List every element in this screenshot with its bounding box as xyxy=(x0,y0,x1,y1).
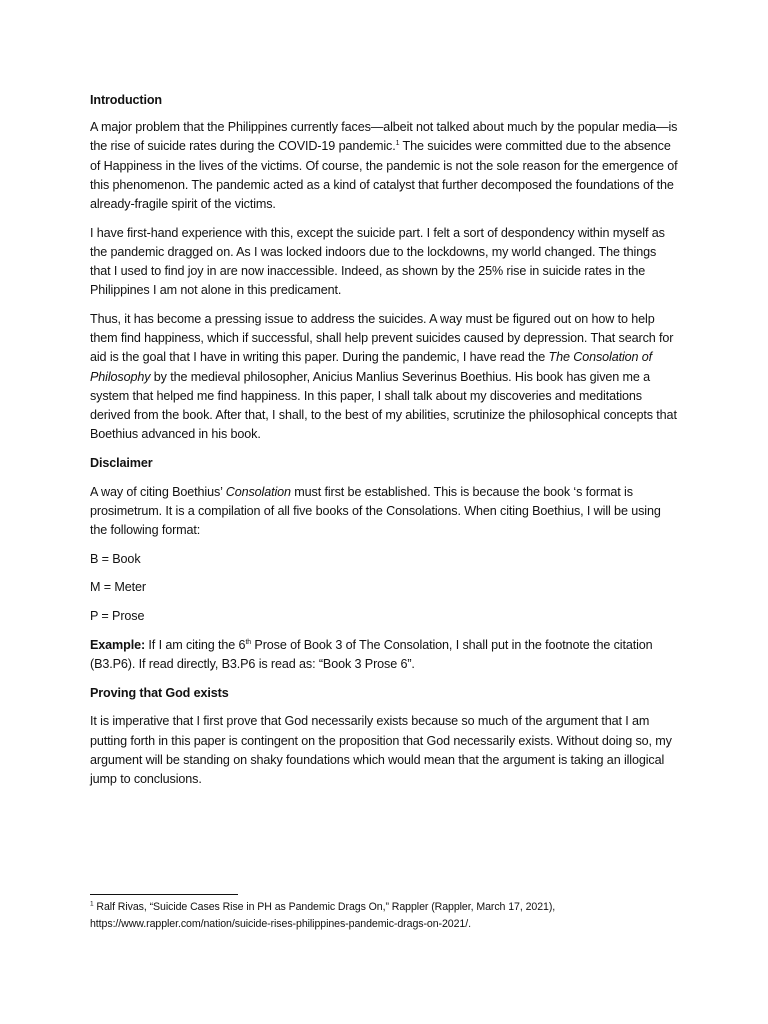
document-body xyxy=(90,91,680,799)
intro-p3-text-b: by the medieval philosopher, Anicius Manlius Severinus Boethius. His book has given me a system that helped me find happiness. In this paper, I shall talk about my discoveries and meditations derived from the book. After that, I shall, to the best of my abilities, scrutinize the philosophical concepts that Boethius advanced in his book. xyxy=(90,369,677,442)
section-heading-disclaimer: Disclaimer xyxy=(90,455,153,470)
god-paragraph: It is imperative that I first prove that God necessarily exists because so much of the argument that I am putting forth in this paper is contingent on the proposition that God necessarily exists. Without doing so, my argument will be standing on shaky foundations which would mean that the argument is taking an illogical jump to conclusions. xyxy=(90,714,672,787)
example-text-a: If I am citing the 6 xyxy=(145,637,246,652)
ordinal-suffix: th xyxy=(245,638,252,646)
intro-paragraph-1 xyxy=(90,118,680,214)
format-line-prose: P = Prose xyxy=(90,609,145,624)
footnote-reference: 1 xyxy=(395,140,400,148)
intro-p1-text-b: The suicides were committed due to the absence of Happiness in the lives of the victims. Of course, the pandemic is not the sole reason for the emergence of this phenomenon. The pandemic acted as a kind of catalyst that further decomposed the foundations of the already-fragile spirit of the victims. xyxy=(90,139,678,212)
intro-p1-text-a: A major problem that the Philippines currently faces—albeit not talked about much by the popular media—is the rise of suicide rates during the COVID-19 pandemic. xyxy=(90,120,678,154)
example-paragraph xyxy=(90,636,680,674)
book-title-italic: The Consolation of Philosophy xyxy=(90,350,653,384)
footnote-marker: 1 xyxy=(90,900,94,908)
footnote-separator xyxy=(90,894,238,895)
section-heading-proving-god: Proving that God exists xyxy=(90,685,229,700)
disclaimer-text-a: A way of citing Boethius’ xyxy=(90,484,226,499)
footnote xyxy=(90,899,690,932)
section-heading-introduction: Introduction xyxy=(90,93,163,107)
disclaimer-text-b: must first be established. This is because the book ‘s format is prosimetrum. It is a compilation of all five books of the Consolations. When citing Boethius, I will be using the following format: xyxy=(90,484,661,538)
intro-paragraph-2: I have first-hand experience with this, except the suicide part. I felt a sort of despondency within myself as the pandemic dragged on. As I was locked indoors due to the lockdowns, my world changed. The things that I used to find joy in are now inaccessible. Indeed, as shown by the 25% rise in suicide rates in the Philippines I am not alone in this predicament. xyxy=(90,225,665,298)
intro-p3-text-a: Thus, it has become a pressing issue to address the suicides. A way must be figured out on how to help them find happiness, which if successful, shall help prevent suicides caused by depression. That search for aid is the goal that I have in writing this paper. During the pandemic, I have read the xyxy=(90,312,674,365)
format-line-meter: M = Meter xyxy=(90,580,146,595)
disclaimer-paragraph xyxy=(90,483,680,541)
footnote-text: Ralf Rivas, “Suicide Cases Rise in PH as Pandemic Drags On,” Rappler (Rappler, March 17, 2021), https://www.rappler.com/nation/suicide-rises-philippines-pandemic-drags-on-2021/. xyxy=(90,901,556,930)
intro-paragraph-3 xyxy=(90,310,680,444)
format-line-book: B = Book xyxy=(90,551,141,566)
example-label: Example: xyxy=(90,637,146,652)
consolation-italic: Consolation xyxy=(225,484,291,499)
example-text-b: Prose of Book 3 of The Consolation, I shall put in the footnote the citation (B3.P6). If read directly, B3.P6 is read as: “Book 3 Prose 6”. xyxy=(90,637,653,672)
